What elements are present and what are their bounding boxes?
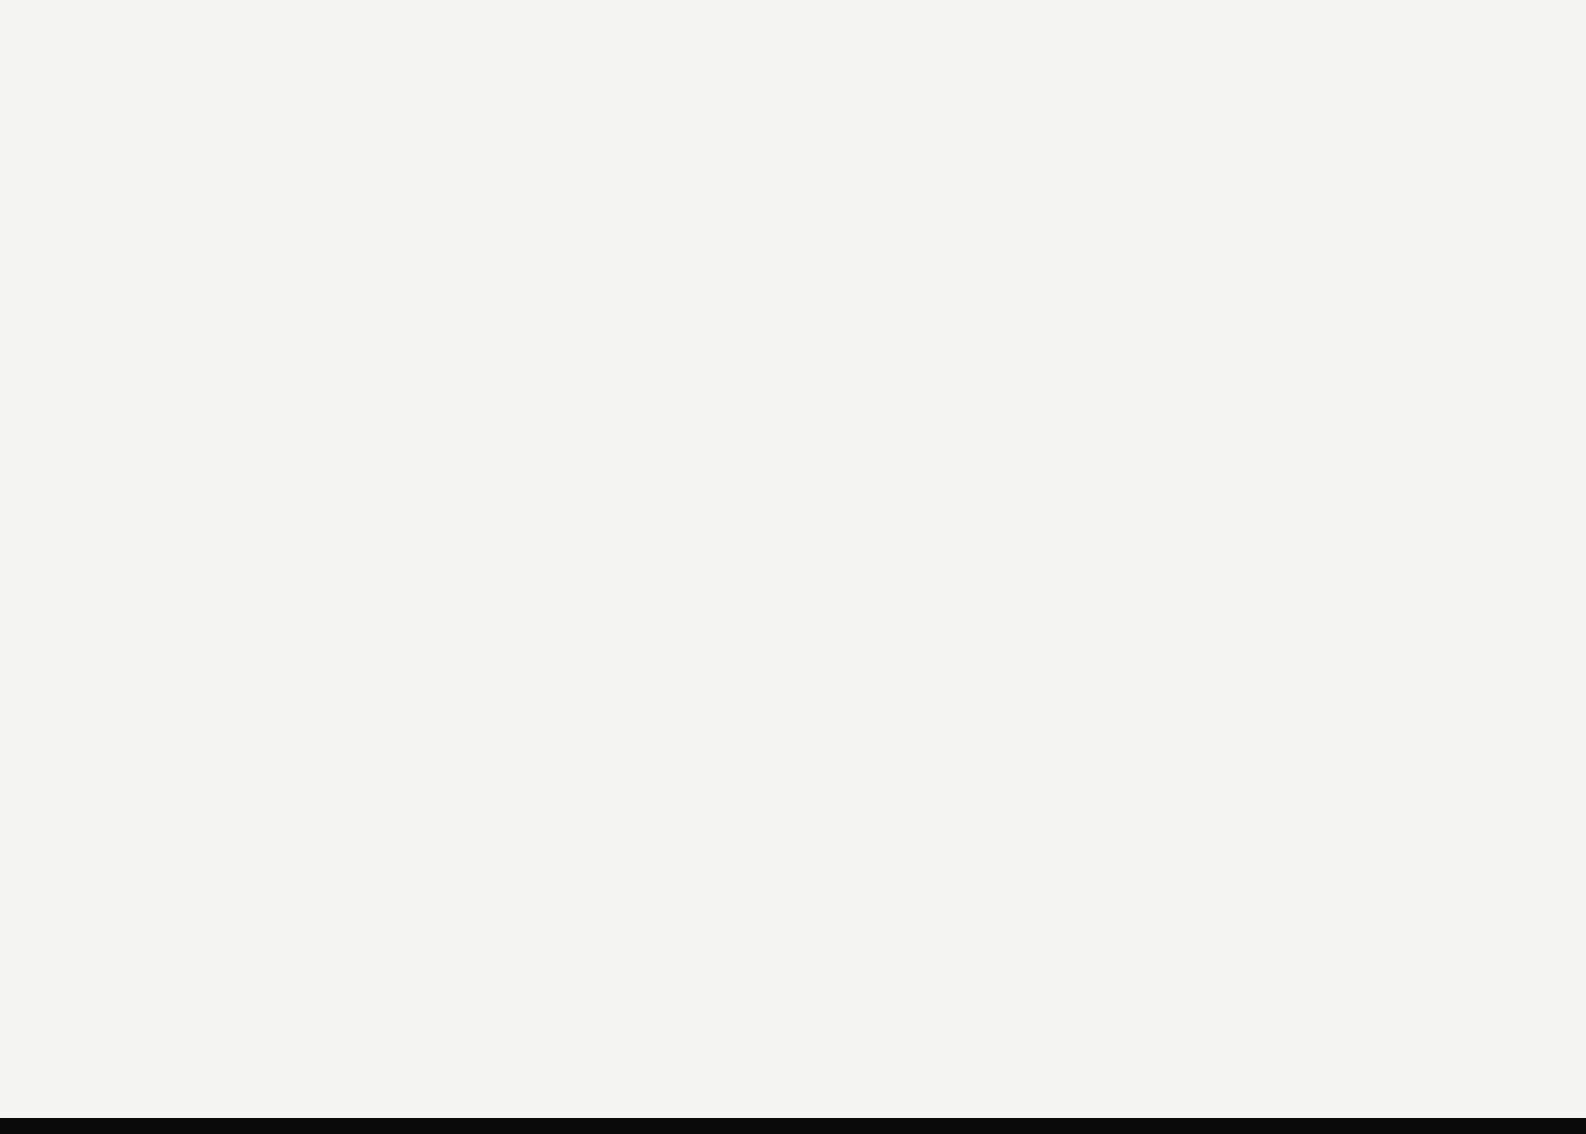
scan-edge	[0, 1118, 1586, 1134]
